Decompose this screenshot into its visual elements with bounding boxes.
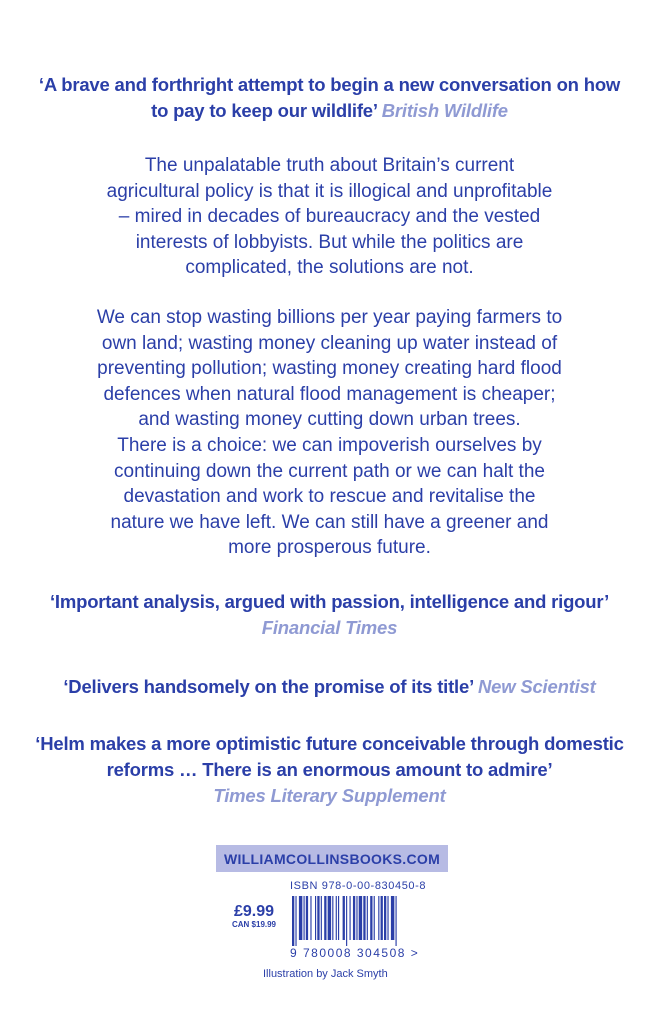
- quote-text-line: ‘Helm makes a more optimistic future conceivable through domestic: [35, 733, 624, 754]
- barcode-bar: [304, 896, 305, 940]
- blurb-line: – mired in decades of bureaucracy and the vested: [118, 206, 541, 228]
- barcode-bar: [295, 896, 296, 946]
- barcode-bar: [343, 896, 345, 940]
- quote-british-wildlife: [30, 72, 629, 124]
- blurb-line: and wasting money cutting down urban trees.: [138, 409, 521, 431]
- barcode-bar: [310, 896, 311, 940]
- blurb-line: own land; wasting money cleaning up water instead of: [101, 332, 558, 354]
- price-block: [226, 903, 282, 930]
- barcode-bar: [306, 896, 308, 940]
- barcode-bar: [350, 896, 351, 940]
- barcode-bar: [396, 896, 397, 946]
- quote-financial-times: [30, 589, 629, 641]
- blurb-line: devastation and work to rescue and revitalise the: [123, 486, 536, 508]
- barcode-bar: [370, 896, 372, 940]
- blurb-paragraph-1: [40, 153, 619, 281]
- publisher-url: WILLIAMCOLLINSBOOKS.COM: [223, 850, 441, 867]
- barcode-bar: [292, 896, 294, 946]
- publisher-url-banner: [216, 845, 448, 872]
- blurb-line: complicated, the solutions are not.: [185, 257, 474, 279]
- barcode-bar: [363, 896, 365, 940]
- barcode-bar: [384, 896, 386, 940]
- quote-text-line: reforms … There is an enormous amount to admire’: [106, 759, 553, 780]
- barcode-graphic: [290, 896, 438, 946]
- illustration-credit: Illustration by Jack Smyth: [263, 968, 388, 980]
- quote-source: Financial Times: [261, 617, 398, 638]
- blurb-line: defences when natural flood management is cheaper;: [103, 383, 556, 405]
- quote-text-line: ‘A brave and forthright attempt to begin a new conversation on how: [38, 74, 621, 95]
- barcode-bar: [315, 896, 316, 940]
- quote-text-line: to pay to keep our wildlife’: [151, 100, 377, 121]
- quote-new-scientist: [30, 674, 629, 700]
- blurb-line: more prosperous future.: [228, 537, 431, 559]
- barcode-bar: [353, 896, 355, 940]
- barcode-bar: [324, 896, 326, 940]
- barcode-bar: [346, 896, 347, 946]
- barcode-bar: [321, 896, 322, 940]
- blurb-paragraph-2: [40, 305, 619, 561]
- quote-source: British Wildlife: [381, 100, 508, 121]
- barcode-bar: [356, 896, 357, 940]
- quote-text: ‘Important analysis, argued with passion, intelligence and rigour’: [49, 591, 610, 612]
- blurb-line: There is a choice: we can impoverish ourselves by: [117, 434, 542, 456]
- barcode-bar: [374, 896, 375, 940]
- price-canada: CAN $19.99: [231, 920, 277, 929]
- blurb-line: continuing down the current path or we can halt the: [114, 460, 545, 482]
- blurb-line: preventing pollution; wasting money creating hard flood: [97, 358, 562, 380]
- quote-times-literary-supplement: [30, 731, 629, 809]
- quote-source: Times Literary Supplement: [213, 785, 446, 806]
- blurb-line: We can stop wasting billions per year paying farmers to: [96, 307, 563, 328]
- barcode-bar: [338, 896, 339, 940]
- barcode-bar: [359, 896, 362, 940]
- blurb-line: The unpalatable truth about Britain’s current: [144, 155, 515, 176]
- quote-text: ‘Delivers handsomely on the promise of its title’: [63, 676, 473, 697]
- barcode-bar: [391, 896, 394, 940]
- barcode-digits: 9 780008 304508 >: [290, 946, 420, 960]
- barcode-bar: [381, 896, 383, 940]
- isbn-label: ISBN 978-0-00-830450-8: [290, 880, 427, 892]
- barcode-bar: [332, 896, 333, 940]
- barcode-bar: [317, 896, 319, 940]
- blurb-line: interests of lobbyists. But while the politics are: [135, 231, 524, 253]
- barcode-bar: [328, 896, 331, 940]
- quote-source: New Scientist: [477, 676, 596, 697]
- barcode-bar: [378, 896, 379, 940]
- barcode-bar: [387, 896, 388, 940]
- barcode-bar: [336, 896, 337, 940]
- barcode-bar: [367, 896, 368, 940]
- blurb-line: nature we have left. We can still have a greener and: [110, 511, 549, 533]
- barcode-bar: [299, 896, 302, 940]
- price-uk: £9.99: [233, 903, 275, 920]
- blurb-line: agricultural policy is that it is illogical and unprofitable: [106, 180, 553, 202]
